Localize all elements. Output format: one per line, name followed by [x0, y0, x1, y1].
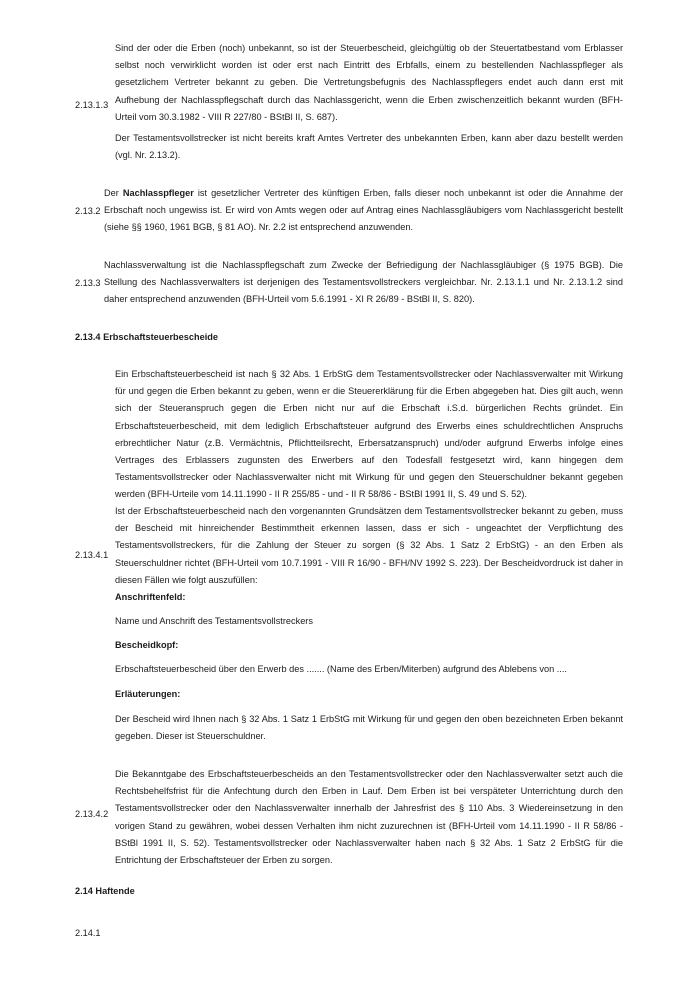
heading-2-14: 2.14 Haftende — [75, 886, 135, 896]
section-number-2-13-1-3: 2.13.1.3 — [75, 100, 109, 110]
paragraph-bescheid-bestimmtheit — [115, 503, 623, 589]
paragraph-text: Sind der oder die Erben (noch) unbekannt, so ist der Steuerbescheid, gleichgültig ob der Steuertatbestand vom Erblasser selbst noch verwirklicht worden ist oder erst nach Eintritt des Erbfalls, einem zu bestellenden Nachlasspfleger als gesetzlichem Vertreter bekannt zu geben. Die Vertretungsbefugnis des Nachlasspflegers endet auch dann erst mit Aufhebung der Nachlasspflegschaft durch das Nachlassgericht, wenn die Erben zwischenzeitlich bekannt wurden (BFH-Urteil vom 30.3.1982 - VIII R 227/80 - BStBl II, S. 687). — [115, 43, 623, 122]
section-number-2-13-4-2: 2.13.4.2 — [75, 809, 109, 819]
paragraph-nachlasspfleger-unbekannte-erben — [115, 40, 623, 126]
paragraph-nachlasspfleger — [104, 185, 623, 237]
paragraph-testamentsvollstrecker-vertreter — [115, 130, 623, 164]
paragraph-text: Nachlassverwaltung ist die Nachlasspflegschaft zum Zwecke der Befriedigung der Nachlassgläubiger (§ 1975 BGB). Die Stellung des Nachlassverwalters ist derjenigen des Testamentsvollstreckers vergleichbar. Nr. 2.13.1.1 und Nr. 2.13.1.2 sind daher entsprechend anzuwenden (BFH-Urteil vom 5.6.1991 - XI R 26/89 - BStBl II, S. 820). — [104, 260, 623, 305]
section-number-2-14-1: 2.14.1 — [75, 928, 101, 938]
section-number-2-13-2: 2.13.2 — [75, 206, 101, 216]
subheading-erlaeuterungen: Erläuterungen: — [115, 689, 181, 699]
paragraph-text: Die Bekanntgabe des Erbschaftsteuerbescheids an den Testamentsvollstrecker oder den Nachlassverwalter setzt auch die Rechtsbehelfsfrist für die Anfechtung durch den Erben in Lauf. Dem Erben ist bei verspäteter Unterrichtung durch den Testamentsvollstrecker oder den Nachlassverwalter innerhalb der Jahresfrist des § 110 Abs. 3 Wiedereinsetzung in den vorigen Stand zu gewähren, wobei dessen Verhalten ihm nicht zuzurechnen ist (BFH-Urteil vom 14.11.1990 - II R 58/86 - BStBl 1991 II, S. 52). Testamentsvollstrecker oder Nachlassverwalter haben nach § 32 Abs. 1 Satz 2 ErbStG für die Entrichtung der Erbschaftsteuer der Erben zu sorgen. — [115, 769, 623, 866]
paragraph-text: Ein Erbschaftsteuerbescheid ist nach § 32 Abs. 1 ErbStG dem Testamentsvollstrecker oder Nachlassverwalter mit Wirkung für und gegen die Erben bekannt zu geben, wenn er die Steuererklärung für die Erben abgegeben hat. Dies gilt auch, wenn sich der Steueranspruch gegen die Erben nicht nur auf die Erbschaft i.S.d. bürgerlichen Rechts gründet. Ein Erbschaftsteuerbescheid, mit dem lediglich Erbschaftsteuer aufgrund des Erwerbs eines schuldrechtlichen Anspruchs erbrechtlicher Natur (z.B. Vermächtnis, Pflichtteilsrecht, Erbersatzanspruch) und/oder aufgrund Erwerbs infolge eines Vertrages des Erblassers zugunsten des Erwerbers auf den Todesfall festgesetzt wird, kann hingegen dem Testamentsvollstrecker oder Nachlassverwalter nicht mit Wirkung für und gegen den Steuerschuldner bekannt gegeben werden (BFH-Urteile vom 14.11.1990 - II R 255/85 - und - II R 58/86 - BStBl 1991 II, S. 49 und S. 52). — [115, 369, 623, 500]
paragraph-text: Ist der Erbschaftsteuerbescheid nach den vorgenannten Grundsätzen dem Testamentsvollstrecker bekannt zu geben, muss der Bescheid mit hinreichender Bestimmtheit erkennen lassen, dass er sich - ungeachtet der Verpflichtung des Testamentsvollstreckers, für die Zahlung der Steuer zu sorgen (§ 32 Abs. 1 Satz 2 ErbStG) - an den Erben als Steuerschuldner richtet (BFH-Urteil vom 10.7.1991 - VIII R 16/90 - BFH/NV 1992 S. 223). Der Bescheidvordruck ist daher in diesen Fällen wie folgt auszufüllen: — [115, 506, 623, 585]
paragraph-text: Der Testamentsvollstrecker ist nicht bereits kraft Amtes Vertreter des unbekannten Erben, kann aber dazu bestellt werden (vgl. Nr. 2.13.2). — [115, 133, 623, 161]
text-anschriftenfeld: Name und Anschrift des Testamentsvollstreckers — [115, 616, 313, 626]
subheading-bescheidkopf: Bescheidkopf: — [115, 640, 179, 650]
text-erlaeuterungen: Der Bescheid wird Ihnen nach § 32 Abs. 1 Satz 1 ErbStG mit Wirkung für und gegen den oben bezeichneten Erben bekannt gegeben. Dieser ist Steuerschuldner. — [115, 714, 623, 742]
section-number-2-13-4-1: 2.13.4.1 — [75, 550, 109, 560]
text-bescheidkopf: Erbschaftsteuerbescheid über den Erwerb des ....... (Name des Erben/Miterben) aufgrund des Ablebens von .... — [115, 664, 567, 674]
paragraph-bekanntgabe-erbschaftsteuerbescheid — [115, 366, 623, 504]
subheading-anschriftenfeld: Anschriftenfeld: — [115, 592, 186, 602]
paragraph-rechtsbehelfsfrist — [115, 766, 623, 869]
text-post: ist gesetzlicher Vertreter des künftigen Erben, falls dieser noch unbekannt ist oder die Annahme der Erbschaft noch ungewiss ist. Er wird von Amts wegen oder auf Antrag eines Nachlassgläubigers vom Nachlassgericht bestellt (siehe §§ 1960, 1961 BGB, § 81 AO). Nr. 2.2 ist entsprechend anzuwenden. — [104, 188, 624, 233]
text-pre: Der — [104, 188, 123, 198]
section-number-2-13-3: 2.13.3 — [75, 278, 101, 288]
heading-2-13-4: 2.13.4 Erbschaftsteuerbescheide — [75, 332, 218, 342]
term-nachlasspfleger: Nachlasspfleger — [122, 188, 194, 198]
paragraph-nachlassverwaltung — [104, 257, 623, 309]
